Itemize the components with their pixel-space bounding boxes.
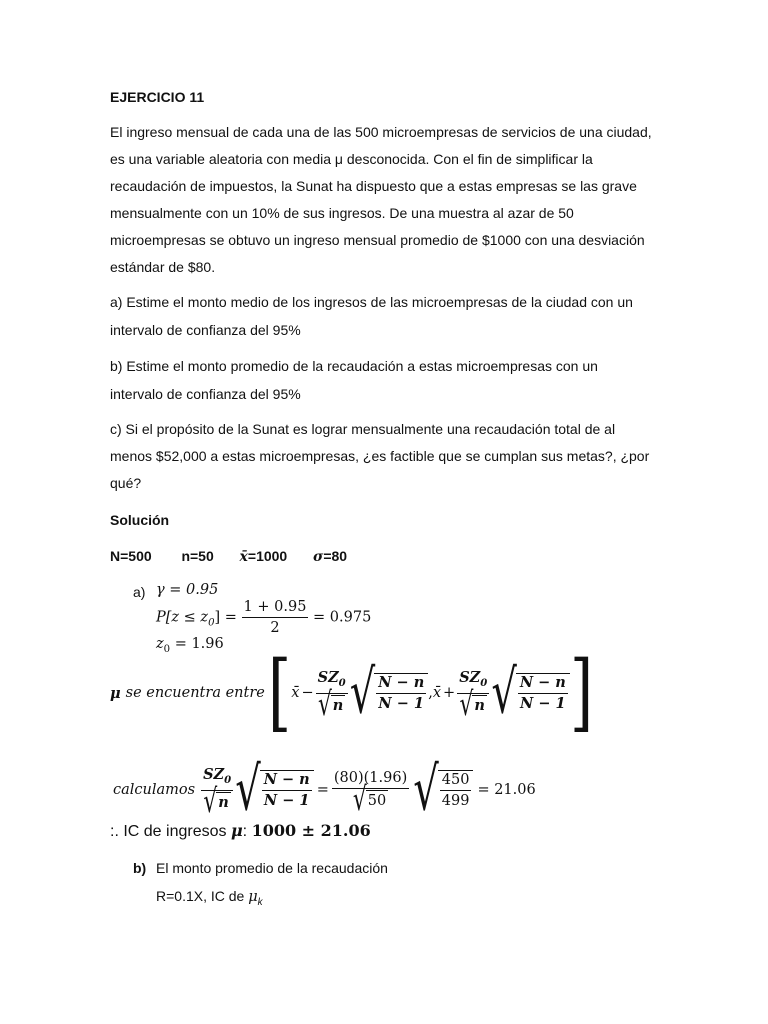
question-line: menos $52,000 a estas microempresas, ¿es factible que se cumplan sus metas?, ¿por xyxy=(110,448,650,464)
gamma-equation: γ = 0.95 xyxy=(156,582,219,598)
part-a-label: a) xyxy=(133,584,146,600)
sqrt-icon: √ xyxy=(317,686,332,725)
sz-denominator xyxy=(316,686,347,725)
calc-fpc-den: 499 xyxy=(441,793,470,809)
interval-xbar: x̄ xyxy=(291,685,300,701)
statement-line: estándar de $80. xyxy=(110,259,216,275)
ic-colon: : xyxy=(242,823,248,840)
sz-text: SZ xyxy=(203,766,225,784)
sqrt-icon: √ xyxy=(413,755,439,825)
calc-fpc-num: 450 xyxy=(440,771,472,791)
sz-text: SZ xyxy=(317,669,339,687)
problem-statement xyxy=(110,124,652,286)
given-xbar-value: =1000 xyxy=(247,548,288,564)
statement-line: El ingreso mensual de cada una de las 500 microempresas de servicios de una ciudad, xyxy=(110,124,652,140)
fpc-denominator: N − 1 xyxy=(263,792,310,809)
calc-result: = 21.06 xyxy=(477,782,536,798)
left-bracket: [ xyxy=(267,644,292,742)
calc-value-fraction xyxy=(332,769,409,819)
sqrt-icon: √ xyxy=(459,686,474,725)
question-line: intervalo de confianza del 95% xyxy=(110,386,301,402)
prob-left-sub: 0 xyxy=(208,617,215,629)
part-b-mu: μ xyxy=(248,889,258,905)
statement-line: recaudación de impuestos, la Sunat ha dispuesto que a estas empresas se las grave xyxy=(110,178,637,194)
calc-den-values: 50 xyxy=(366,790,388,812)
sz-fraction-left xyxy=(316,669,348,725)
sqrt-icon: √ xyxy=(203,783,218,822)
sqrt-icon: √ xyxy=(491,658,517,728)
prob-left: P[z ≤ z xyxy=(156,609,209,626)
fpc-numerator: N − n xyxy=(262,771,312,791)
part-b-mu-sub: k xyxy=(257,896,263,908)
sz-sub: 0 xyxy=(224,774,232,787)
question-c xyxy=(110,421,649,502)
z0-sub: 0 xyxy=(163,643,171,655)
ic-value: 1000 ± 21.06 xyxy=(251,821,371,840)
givens-row xyxy=(110,548,347,565)
z0-symbol: z xyxy=(156,636,164,652)
sqrt-icon: √ xyxy=(352,781,367,819)
sz-sub: 0 xyxy=(338,677,346,690)
part-b-text: R=0.1X, IC de xyxy=(156,888,245,904)
ic-mu: μ xyxy=(230,821,243,840)
ic-prefix: :. IC de ingresos xyxy=(110,823,227,840)
calc-num-values: (80)(1.96) xyxy=(332,769,409,789)
exercise-title: EJERCICIO 11 xyxy=(110,89,205,105)
statement-line: es una variable aleatoria con media μ desconocida. Con el fin de simplificar la xyxy=(110,151,593,167)
ic-result xyxy=(110,821,371,841)
interval-plus: + xyxy=(443,685,456,701)
prob-result: = 0.975 xyxy=(313,609,372,626)
given-sigma-value: =80 xyxy=(323,548,348,564)
calc-equals: = xyxy=(316,782,329,798)
interval-mu: μ xyxy=(110,684,121,702)
sz-sub: 0 xyxy=(480,677,488,690)
calc-sz-fraction xyxy=(201,766,233,822)
fpc-root-left xyxy=(349,658,429,728)
prob-numerator: 1 + 0.95 xyxy=(242,598,309,618)
question-line: c) Si el propósito de la Sunat es lograr mensualmente una recaudación total de al xyxy=(110,421,616,437)
sqrt-icon: √ xyxy=(349,658,376,728)
sqrt-n: n xyxy=(472,695,487,717)
sqrt-n: n xyxy=(216,792,231,814)
sz-fraction-right xyxy=(457,669,489,725)
question-b xyxy=(110,358,598,414)
part-b-line xyxy=(156,888,263,911)
calc-lead: calculamos xyxy=(113,782,196,798)
sqrt-n: n xyxy=(331,695,346,717)
calculation-formula xyxy=(113,755,536,825)
sz-denominator xyxy=(458,686,489,725)
interval-xbar: x̄ xyxy=(432,685,442,701)
fpc-denominator: N − 1 xyxy=(378,695,425,712)
fpc-numerator: N − n xyxy=(376,674,426,694)
sqrt-icon: √ xyxy=(235,755,261,825)
part-b-label: b) xyxy=(133,860,147,876)
prob-fraction xyxy=(242,598,309,637)
part-b-heading: El monto promedio de la recaudación xyxy=(156,860,388,876)
question-line: a) Estime el monto medio de los ingresos de las microempresas de la ciudad con un xyxy=(110,294,633,310)
question-line: b) Estime el monto promedio de la recaudación a estas microempresas con un xyxy=(110,358,598,374)
solution-heading: Solución xyxy=(110,512,170,528)
prob-denominator: 2 xyxy=(270,620,280,636)
sz-text: SZ xyxy=(459,669,481,687)
fpc-root-right xyxy=(491,658,570,728)
interval-lead-text: se encuentra entre xyxy=(125,685,265,701)
probability-equation xyxy=(156,598,371,637)
given-N: N=500 xyxy=(110,548,152,564)
given-xbar-symbol: x̄ xyxy=(239,549,248,565)
question-a xyxy=(110,294,633,350)
statement-line: microempresas se obtuvo un ingreso mensual promedio de $1000 con una desviación xyxy=(110,232,645,248)
interval-comma: , xyxy=(428,685,433,701)
interval-minus: − xyxy=(301,685,314,701)
z0-equation xyxy=(156,636,224,655)
calc-value-root xyxy=(413,755,473,825)
statement-line: mensualmente con un 10% de sus ingresos. De una muestra al azar de 50 xyxy=(110,205,574,221)
prob-left-end: ] = xyxy=(214,609,237,626)
question-line: qué? xyxy=(110,475,142,491)
fpc-denominator: N − 1 xyxy=(520,695,566,712)
given-sigma-symbol: σ xyxy=(313,549,324,565)
calc-fpc-root xyxy=(235,755,314,825)
fpc-numerator: N − n xyxy=(518,674,568,694)
question-line: intervalo de confianza del 95% xyxy=(110,322,301,338)
z0-value: = 1.96 xyxy=(174,636,224,652)
right-bracket: ] xyxy=(569,644,594,742)
given-n: n=50 xyxy=(181,548,214,564)
